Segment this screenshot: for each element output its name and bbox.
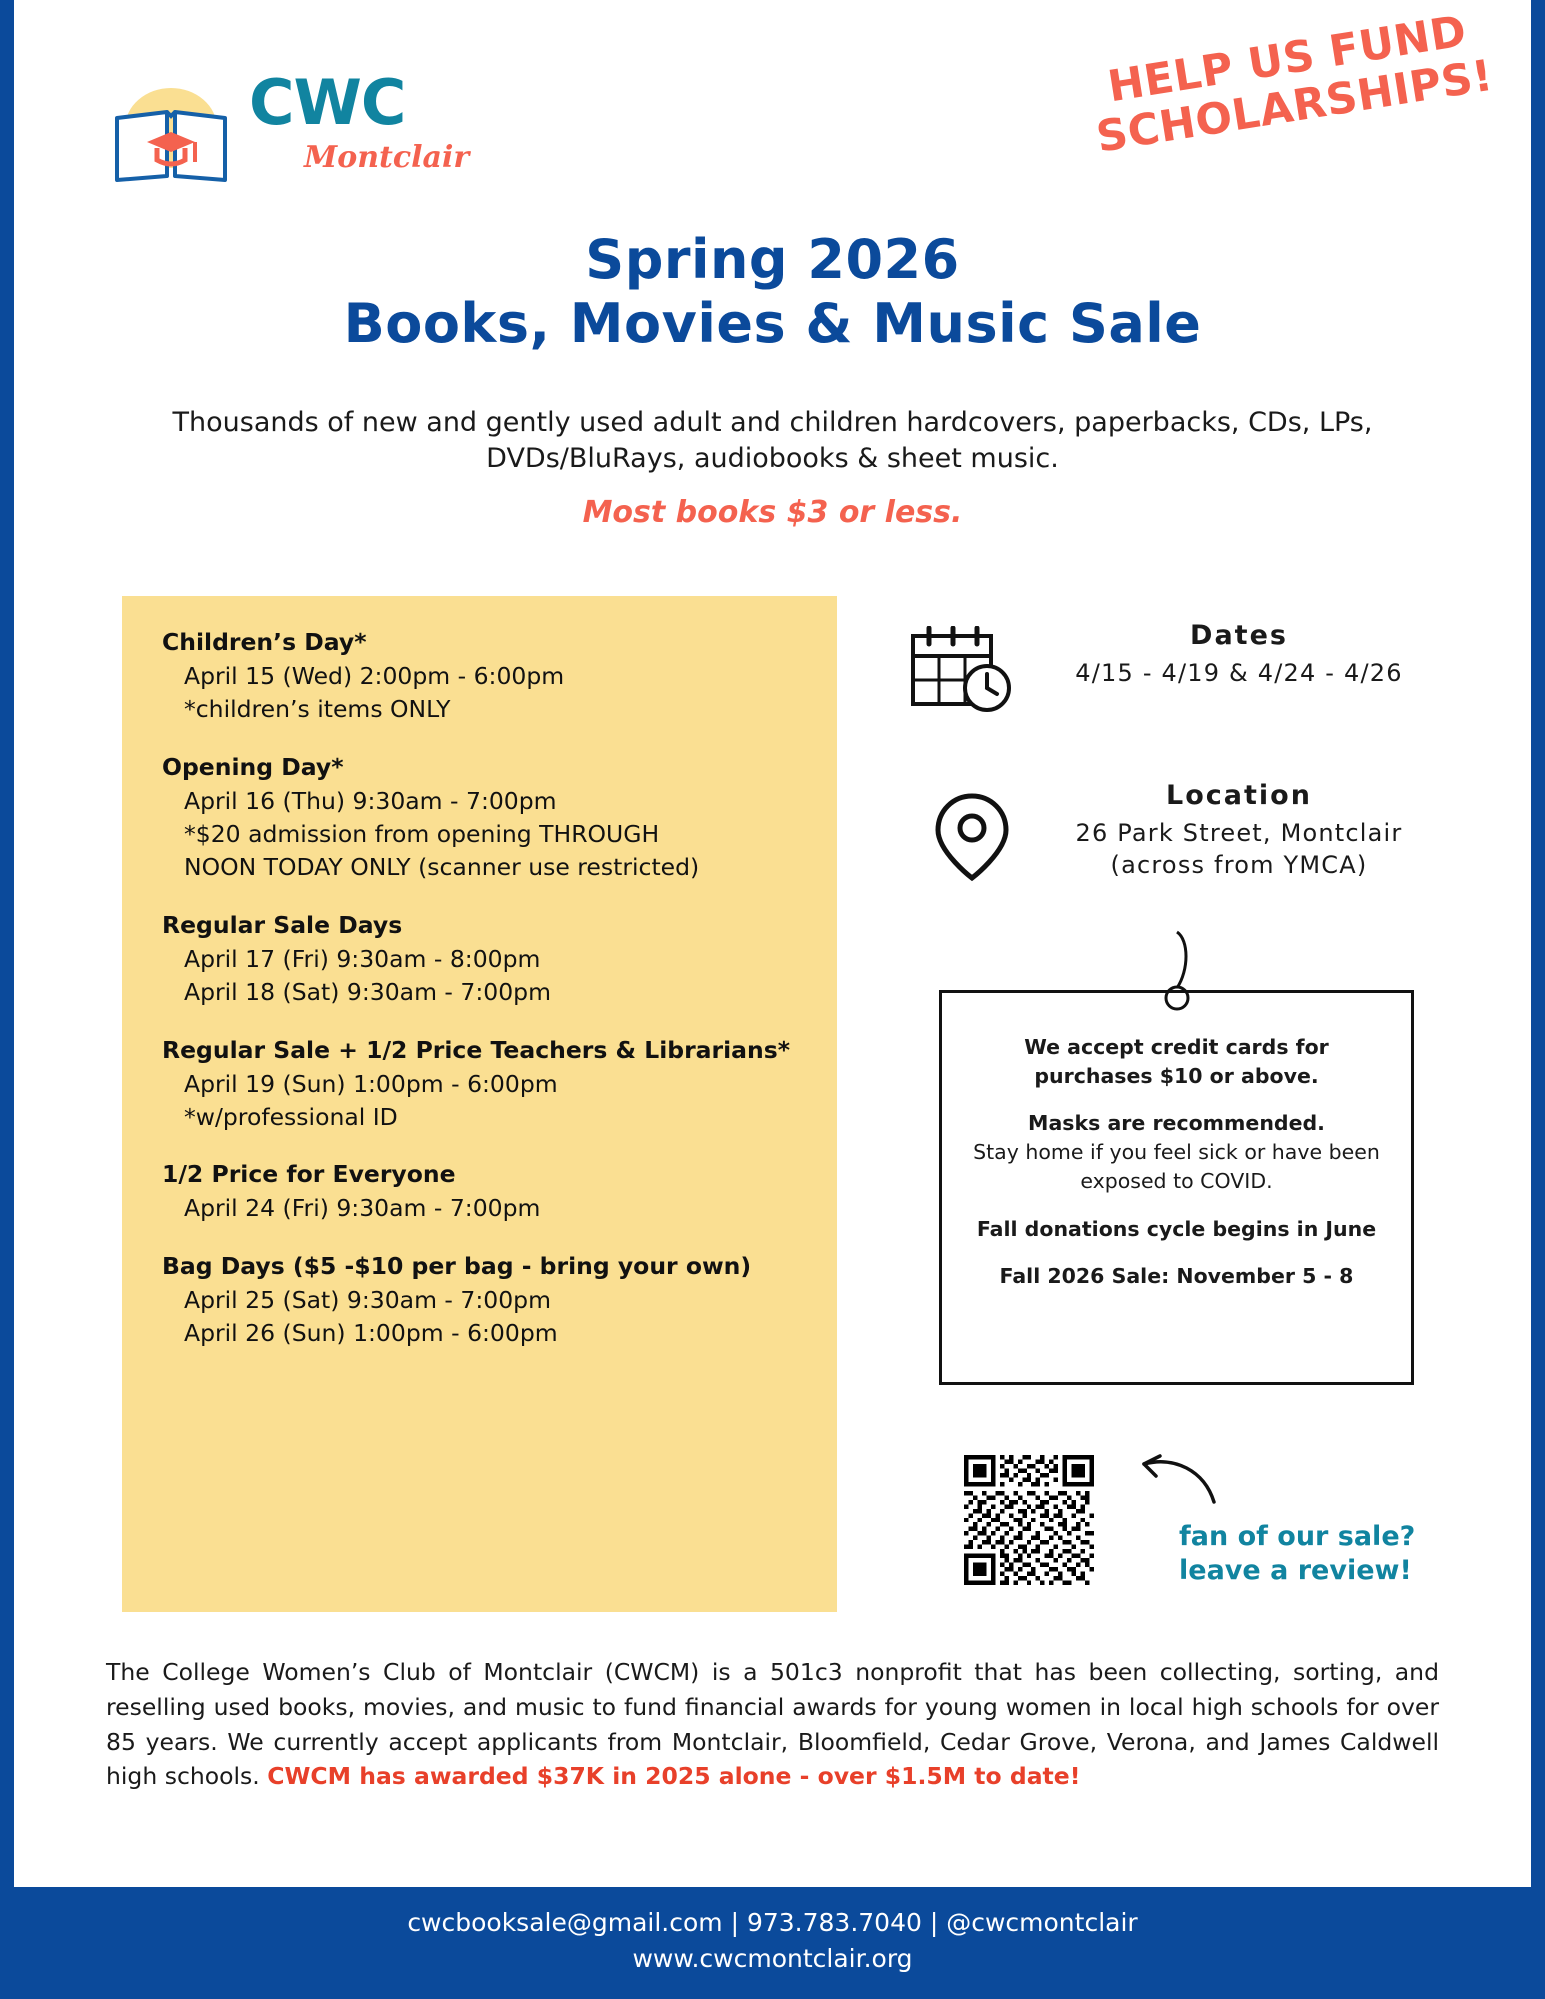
footer-contact[interactable]: cwcbooksale@gmail.com | 973.783.7040 | @cwcmontclair — [407, 1908, 1138, 1937]
logo-sub: Montclair — [304, 140, 470, 175]
schedule-line: NOON TODAY ONLY (scanner use restricted) — [184, 853, 700, 882]
schedule-box — [122, 596, 837, 1612]
price-note: Most books $3 or less. — [582, 495, 963, 530]
notice-fall-donations: Fall donations cycle begins in June — [976, 1216, 1377, 1241]
schedule-line: *$20 admission from opening THROUGH — [184, 820, 660, 849]
location-block — [909, 780, 1449, 882]
notice-masks-rest: Stay home if you feel sick or have been exposed to COVID. — [973, 1140, 1380, 1194]
schedule-heading: Opening Day* — [162, 752, 344, 781]
logo-brand: CWC — [249, 66, 406, 139]
footer-website[interactable]: www.cwcmontclair.org — [632, 1944, 913, 1974]
schedule-heading: Regular Sale Days — [162, 910, 403, 939]
notice-masks-bold: Masks are recommended. — [1028, 1111, 1325, 1136]
calendar-clock-icon — [909, 626, 1019, 716]
schedule-group — [162, 1160, 797, 1225]
notice-masks — [970, 1109, 1383, 1196]
schedule-line: April 16 (Thu) 9:30am - 7:00pm — [184, 786, 557, 815]
open-book-graduation-cap-icon — [109, 80, 239, 190]
subtitle: Thousands of new and gently used adult and children hardcovers, paperbacks, CDs, LPs, DVDs/BluRays, audiobooks & sheet music. — [172, 407, 1373, 475]
schedule-heading: Regular Sale + 1/2 Price Teachers & Librarians* — [162, 1035, 791, 1064]
footer-bar — [14, 1887, 1531, 1999]
schedule-group — [162, 1036, 797, 1135]
schedule-line: *children’s items ONLY — [184, 695, 451, 724]
qr-code[interactable] — [964, 1455, 1094, 1585]
map-pin-icon — [927, 790, 1017, 890]
location-heading: Location — [1166, 780, 1312, 811]
location-line-1: 26 Park Street, Montclair — [1075, 819, 1403, 847]
location-line-2: (across from YMCA) — [1110, 851, 1368, 880]
notice-fall-sale: Fall 2026 Sale: November 5 - 8 — [999, 1263, 1354, 1288]
schedule-heading: Bag Days ($5 -$10 per bag - bring your own) — [162, 1251, 752, 1280]
location-address — [1029, 817, 1449, 882]
about-paragraph — [106, 1655, 1439, 1794]
page-title — [14, 228, 1531, 355]
schedule-group — [162, 628, 797, 727]
dates-value: 4/15 - 4/19 & 4/24 - 4/26 — [1075, 659, 1403, 687]
notices-box — [939, 990, 1414, 1385]
cwc-logo — [109, 66, 509, 202]
title-line-2: Books, Movies & Music Sale — [343, 291, 1202, 355]
schedule-line: *w/professional ID — [184, 1102, 398, 1131]
help-us-fund-banner: HELP US FUND SCHOLARSHIPS! — [1093, 6, 1497, 163]
schedule-group — [162, 753, 797, 885]
curved-arrow-icon — [1134, 1450, 1219, 1510]
about-highlight: CWCM has awarded $37K in 2025 alone - over $1.5M to date! — [267, 1762, 1081, 1791]
schedule-heading: 1/2 Price for Everyone — [162, 1160, 456, 1189]
review-callout — [1179, 1520, 1479, 1588]
schedule-line: April 15 (Wed) 2:00pm - 6:00pm — [184, 662, 565, 690]
schedule-line: April 19 (Sun) 1:00pm - 6:00pm — [184, 1069, 558, 1098]
about-text: The College Women’s Club of Montclair (CWCM) is a 501c3 nonprofit that has been collecting, sorting, and reselling used books, movies, and music to fund financial awards for young women in local high schools for over 85 years. We currently accept applicants from Montclair, Bloomfield, Cedar Grove, Verona, and James Caldwell high schools. — [106, 1658, 1439, 1791]
schedule-line: April 17 (Fri) 9:30am - 8:00pm — [184, 944, 541, 973]
schedule-line: April 18 (Sat) 9:30am - 7:00pm — [184, 978, 551, 1007]
dates-block — [909, 620, 1449, 689]
dates-heading: Dates — [1190, 620, 1288, 651]
notice-credit-cards: We accept credit cards for purchases $10 or above. — [1024, 1035, 1329, 1089]
schedule-group — [162, 1252, 797, 1351]
schedule-line: April 25 (Sat) 9:30am - 7:00pm — [184, 1285, 551, 1314]
schedule-group — [162, 911, 797, 1010]
schedule-line: April 24 (Fri) 9:30am - 7:00pm — [184, 1194, 541, 1223]
title-line-1: Spring 2026 — [585, 228, 960, 291]
review-line-2: leave a review! — [1179, 1554, 1412, 1586]
schedule-line: April 26 (Sun) 1:00pm - 6:00pm — [184, 1318, 558, 1347]
schedule-heading: Children’s Day* — [162, 628, 367, 656]
review-line-1: fan of our sale? — [1179, 1521, 1416, 1552]
